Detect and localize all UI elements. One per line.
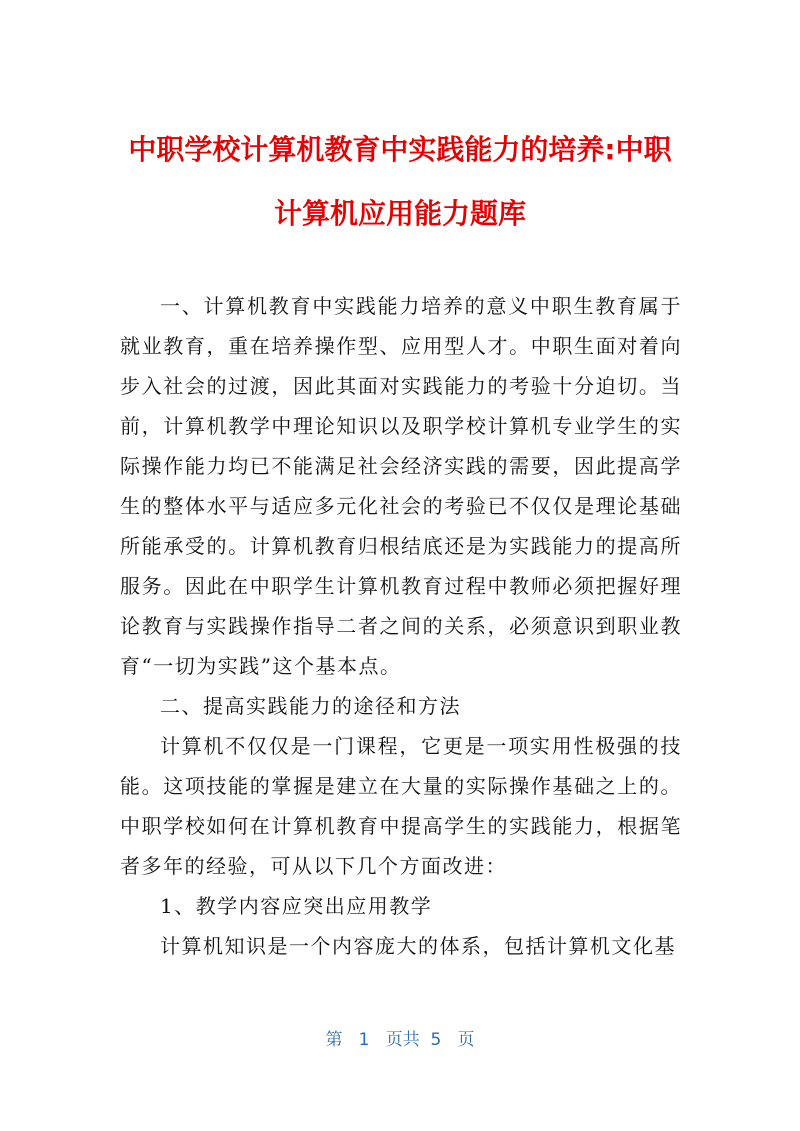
title-line-2: 计算机应用能力题库 xyxy=(273,197,526,230)
document-title xyxy=(100,118,700,246)
page-footer: 第 1 页共 5 页 xyxy=(325,1030,475,1050)
paragraph-computer-skill: 计算机不仅仅是一门课程，它更是一项实用性极强的技能。这项技能的掌握是建立在大量的实际操作基础之上的。中职学校如何在计算机教育中提高学生的实践能力，根据笔者多年的经验，可从以下几个方面改进： xyxy=(120,734,682,878)
paragraph-knowledge-system: 计算机知识是一个内容庞大的体系，包括计算机文化基 xyxy=(160,934,676,958)
title-line-1: 中职学校计算机教育中实践能力的培养:中职 xyxy=(128,133,672,166)
document-body xyxy=(120,286,682,966)
subsection-heading-teaching-content: 1、教学内容应突出应用教学 xyxy=(160,894,433,918)
paragraph-significance: 一、计算机教育中实践能力培养的意义中职生教育属于就业教育，重在培养操作型、应用型人才。中职生面对着向步入社会的过渡，因此其面对实践能力的考验十分迫切。当前，计算机教学中理论知识以及职学校计算机专业学生的实际操作能力均已不能满足社会经济实践的需要，因此提高学生的整体水平与适应多元化社会的考验已不仅仅是理论基础所能承受的。计算机教育归根结底还是为实践能力的提高所服务。因此在中职学生计算机教育过程中教师必须把握好理论教育与实践操作指导二者之间的关系，必须意识到职业教育“一切为实践”这个基本点。 xyxy=(120,294,682,678)
section-heading-methods: 二、提高实践能力的途径和方法 xyxy=(160,694,461,718)
